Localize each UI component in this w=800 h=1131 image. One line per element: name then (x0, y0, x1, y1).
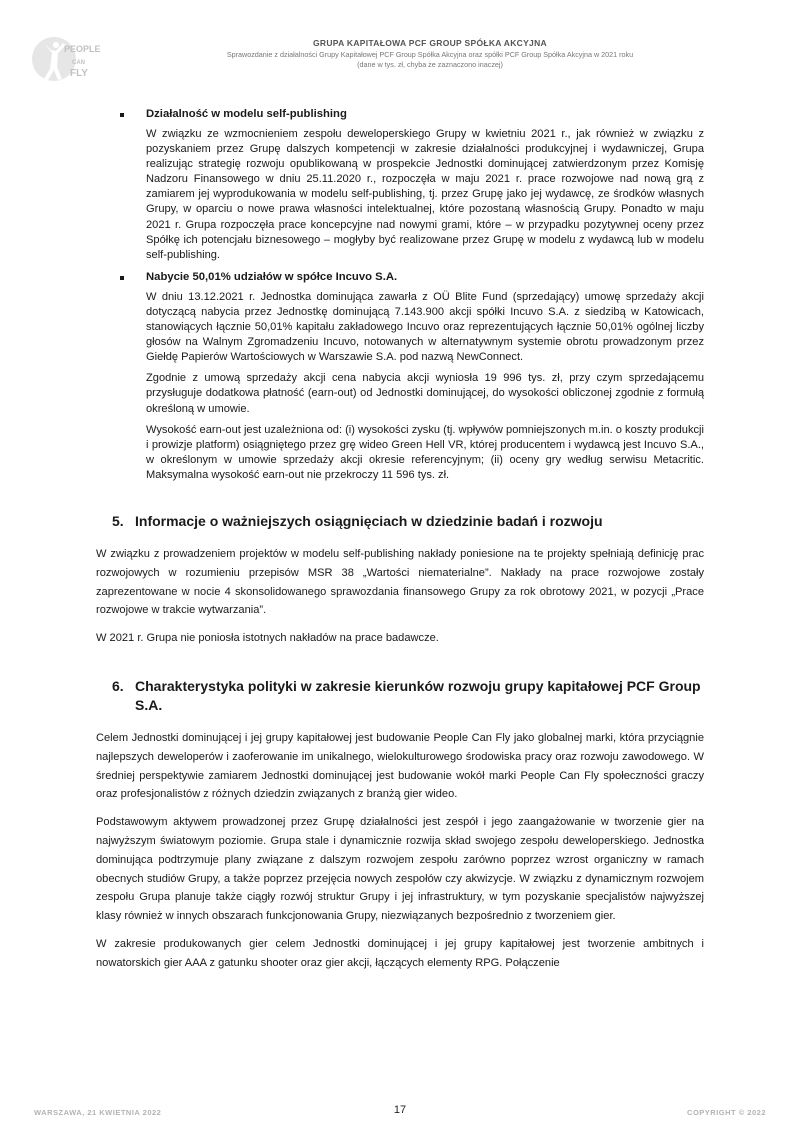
footer-copyright: COPYRIGHT © 2022 (687, 1108, 766, 1117)
bullet-marker (120, 276, 124, 280)
bullet-title: Działalność w modelu self-publishing (146, 108, 347, 120)
paragraph: Celem Jednostki dominującej i jej grupy kapitałowej jest budowanie People Can Fly jako globalnej marki, która przyciągnie najlepszych deweloperów i zaoferowanie im unikalnego, wielokulturowego środowiska pracy oraz rozwoju zawodowego. W średniej perspektywie zamiarem Jednostki dominującej jest budowanie wokół marki People Can Fly społeczności graczy oraz profesjonalistów z różnych dziedzin związanych z branżą gier wideo. (96, 731, 704, 801)
section-number: 5. (112, 512, 124, 529)
page-footer (34, 1104, 766, 1118)
section-heading-6 (96, 677, 704, 715)
paragraph: Zgodnie z umową sprzedaży akcji cena nabycia akcji wyniosła 19 996 tys. zł, przy czym sprzedającemu przysługuje dodatkowa płatność (earn-out) od Jednostki dominującej, do wysokości obliczonej zgodnie z formułą określoną w umowie. (146, 372, 704, 415)
header-title: GRUPA KAPITAŁOWA PCF GROUP SPÓŁKA AKCYJNA (313, 38, 547, 48)
header-unit-note: (dane w tys. zł, chyba że zaznaczono inaczej) (357, 60, 503, 69)
paragraph: W związku z prowadzeniem projektów w modelu self-publishing nakłady poniesione na te projekty spełniają definicję prac rozwojowych w rozumieniu przepisów MSR 38 „Wartości niematerialne”. Nakłady na prace rozwojowe zostały zaprezentowane w nocie 4 skonsolidowanego sprawozdania finansowego Grupy za rok obrotowy 2021, w pozycji „Prace rozwojowe w trakcie wytwarzania”. (96, 547, 704, 617)
header-subtitle: Sprawozdanie z działalności Grupy Kapitałowej PCF Group Spółka Akcyjna oraz spółki PCF Group Spółka Akcyjna w 2021 roku (226, 50, 634, 59)
paragraph: W 2021 r. Grupa nie poniosła istotnych nakładów na prace badawcze. (96, 632, 439, 645)
section-number: 6. (112, 677, 124, 694)
svg-text:PEOPLE: PEOPLE (64, 44, 101, 54)
paragraph: W związku ze wzmocnieniem zespołu deweloperskiego Grupy w kwietniu 2021 r., jak również w związku z pozyskaniem przez Grupę dalszych kompetencji w zakresie działalności produkcyjnej i wydawniczej, Grupa realizując strategię rozwoju opublikowaną w prospekcie Jednostki dominującej zatwierdzonym przez Komisję Nadzoru Finansowego w dniu 25.11.2020 r., rozpoczęła w maju 2021 r. prace rozwojowe nad nową grą z zamiarem jej wyprodukowania w modelu self-publishing, tj. przez Grupę jako jej wydawcę, ze środków własnych Grupy, w oparciu o nowe prawa własności intelektualnej, które pozostaną własnością Grupy. Ponadto w maju 2021 r. Grupa rozpoczęła prace koncepcyjne nad nowymi grami, które – w przypadku pozytywnej oceny przez Spółkę ich potencjału biznesowego – mogłyby być realizowane przez Grupę w modelu z wydawcą lub w modelu self-publishing. (146, 128, 704, 261)
document-body (96, 106, 704, 982)
paragraph: Wysokość earn-out jest uzależniona od: (i) wysokości zysku (tj. wpływów pomniejszonych m.in. o koszty produkcji i prowizje platform) osiągniętego przez grę wideo Green Hell VR, której producentem i wydawcą jest Incuvo S.A., w określonym w umowie sprzedaży akcji okresie referencyjnym; (ii) oceny gry według serwisu Metacritic. Maksymalna wysokość earn-out nie przekroczy 11 596 tys. zł. (146, 423, 704, 481)
page-header (120, 38, 740, 69)
section-heading-5 (96, 512, 704, 531)
paragraph: W zakresie produkowanych gier celem Jednostki dominującej i jej grupy kapitałowej jest tworzenie ambitnych i nowatorskich gier AAA z gatunku shooter oraz gier akcji, łączących elementy RPG. Połączenie (96, 937, 704, 969)
bullet-marker (120, 113, 124, 117)
bullet-incuvo-acquisition (96, 269, 704, 483)
svg-text:FLY: FLY (70, 68, 88, 79)
svg-text:CAN: CAN (72, 60, 85, 66)
bullet-title: Nabycie 50,01% udziałów w spółce Incuvo S.A. (146, 270, 398, 283)
page-number: 17 (393, 1104, 407, 1116)
footer-place-date: WARSZAWA, 21 KWIETNIA 2022 (34, 1108, 162, 1117)
paragraph: Podstawowym aktywem prowadzonej przez Grupę działalności jest zespół i jego zaangażowanie w tworzenie gier na najwyższym światowym poziomie. Grupa stale i dynamicznie rozwija skład swojego zespołu deweloperskiego. Jednostka dominująca podtrzymuje plany związane z dalszym rozwojem zespołu zarówno poprzez wzrost organiczny w ramach obecnych studiów Grupy, a także poprzez przejęcia nowych zespołów czy akwizycje. W związku z dynamicznym rozwojem zespołu Grupa planuje także ciągły rozwój struktur Grupy i jej infrastruktury, w tym pozyskanie specjalistów najwyższej klasy również w innych obszarach funkcjonowania Grupy, niezwiązanych bezpośrednio z tworzeniem gier. (96, 816, 704, 923)
section-title: Charakterystyka polityki w zakresie kierunków rozwoju grupy kapitałowej PCF Group S.A. (135, 677, 701, 713)
bullet-self-publishing (96, 106, 704, 263)
paragraph: W dniu 13.12.2021 r. Jednostka dominująca zawarła z OÜ Blite Fund (sprzedający) umowę sprzedaży akcji dotyczącą nabycia przez Jednostkę dominującą 7.143.900 akcji spółki Incuvo S.A. z siedzibą w Katowicach, stanowiących łącznie 50,01% kapitału zakładowego Incuvo oraz reprezentujących łącznie 50,01% ogólnej liczby głosów na Walnym Zgromadzeniu Incuvo, notowanych w alternatywnym systemie obrotu prowadzonym przez Giełdę Papierów Wartościowych w Warszawie S.A. pod nazwą NewConnect. (146, 290, 704, 364)
people-can-fly-logo (30, 25, 101, 89)
section-title: Informacje o ważniejszych osiągnięciach w dziedzinie badań i rozwoju (135, 512, 603, 529)
